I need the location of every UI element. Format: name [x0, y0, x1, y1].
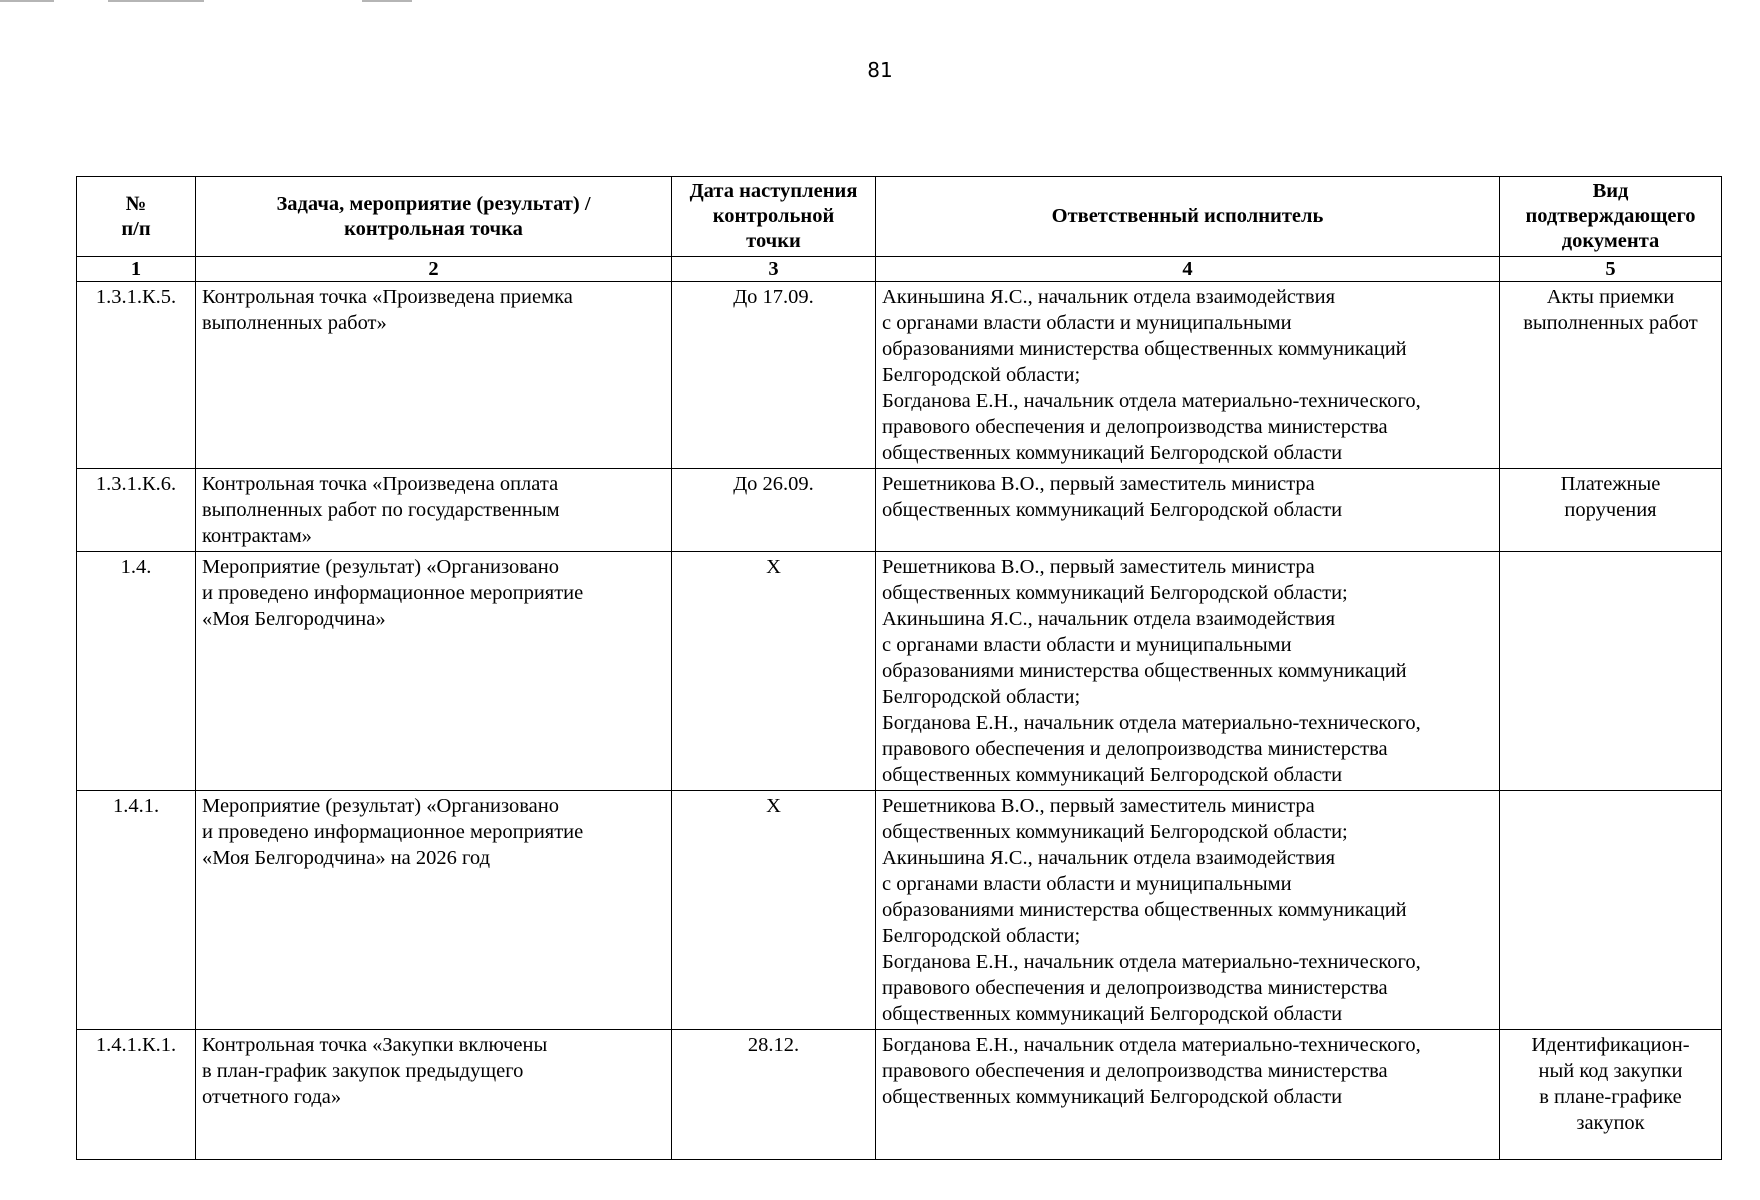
row-task: Контрольная точка «Произведена приемка выполненных работ»: [196, 282, 672, 469]
header-executor: Ответственный исполнитель: [876, 177, 1500, 257]
row-executor: Решетникова В.О., первый заместитель министра общественных коммуникаций Белгородской области; Акиньшина Я.С., начальник отдела взаимодействия с органами власти области и муниципальными образованиями министерства общественных коммуникаций Белгородской области; Богданова Е.Н., начальник отдела материально-технического, правового обеспечения и делопроизводства министерства общественных коммуникаций Белгородской области: [876, 552, 1500, 791]
column-number-row: [77, 257, 1722, 282]
row-executor: Акиньшина Я.С., начальник отдела взаимодействия с органами власти области и муниципальными образованиями министерства общественных коммуникаций Белгородской области; Богданова Е.Н., начальник отдела материально-технического, правового обеспечения и делопроизводства министерства общественных коммуникаций Белгородской области: [876, 282, 1500, 469]
row-date: 28.12.: [672, 1030, 876, 1160]
row-number: 1.4.1.К.1.: [77, 1030, 196, 1160]
row-document: Платежные поручения: [1500, 469, 1722, 552]
scan-artifact-line: [108, 0, 204, 2]
row-task: Мероприятие (результат) «Организовано и проведено информационное мероприятие «Моя Белгородчина» на 2026 год: [196, 791, 672, 1030]
row-executor: Решетникова В.О., первый заместитель министра общественных коммуникаций Белгородской области; Акиньшина Я.С., начальник отдела взаимодействия с органами власти области и муниципальными образованиями министерства общественных коммуникаций Белгородской области; Богданова Е.Н., начальник отдела материально-технического, правового обеспечения и делопроизводства министерства общественных коммуникаций Белгородской области: [876, 791, 1500, 1030]
row-date: X: [672, 552, 876, 791]
row-document: Акты приемки выполненных работ: [1500, 282, 1722, 469]
table-header-row: [77, 177, 1722, 257]
table-row: [77, 469, 1722, 552]
row-date: До 17.09.: [672, 282, 876, 469]
row-executor: Богданова Е.Н., начальник отдела материально-технического, правового обеспечения и делопроизводства министерства общественных коммуникаций Белгородской области: [876, 1030, 1500, 1160]
row-date: X: [672, 791, 876, 1030]
header-document: Вид подтверждающего документа: [1500, 177, 1722, 257]
row-number: 1.3.1.К.6.: [77, 469, 196, 552]
row-task: Контрольная точка «Произведена оплата выполненных работ по государственным контрактам»: [196, 469, 672, 552]
header-number: № п/п: [77, 177, 196, 257]
row-number: 1.4.: [77, 552, 196, 791]
table-row: [77, 552, 1722, 791]
page-number: 81: [867, 58, 893, 82]
column-number: 5: [1500, 257, 1722, 282]
table-row: [77, 791, 1722, 1030]
row-document: [1500, 552, 1722, 791]
row-task: Контрольная точка «Закупки включены в план-график закупок предыдущего отчетного года»: [196, 1030, 672, 1160]
column-number: 3: [672, 257, 876, 282]
row-document: Идентификацион- ный код закупки в плане-графике закупок: [1500, 1030, 1722, 1160]
header-task: Задача, мероприятие (результат) / контрольная точка: [196, 177, 672, 257]
row-task: Мероприятие (результат) «Организовано и проведено информационное мероприятие «Моя Белгородчина»: [196, 552, 672, 791]
table-row: [77, 282, 1722, 469]
header-date: Дата наступления контрольной точки: [672, 177, 876, 257]
row-date: До 26.09.: [672, 469, 876, 552]
table-row: [77, 1030, 1722, 1160]
column-number: 1: [77, 257, 196, 282]
row-number: 1.4.1.: [77, 791, 196, 1030]
control-points-table: [76, 176, 1722, 1160]
scan-artifact-line: [0, 0, 54, 2]
row-document: [1500, 791, 1722, 1030]
row-number: 1.3.1.К.5.: [77, 282, 196, 469]
row-executor: Решетникова В.О., первый заместитель министра общественных коммуникаций Белгородской области: [876, 469, 1500, 552]
column-number: 2: [196, 257, 672, 282]
column-number: 4: [876, 257, 1500, 282]
scan-artifact-line: [362, 0, 412, 2]
